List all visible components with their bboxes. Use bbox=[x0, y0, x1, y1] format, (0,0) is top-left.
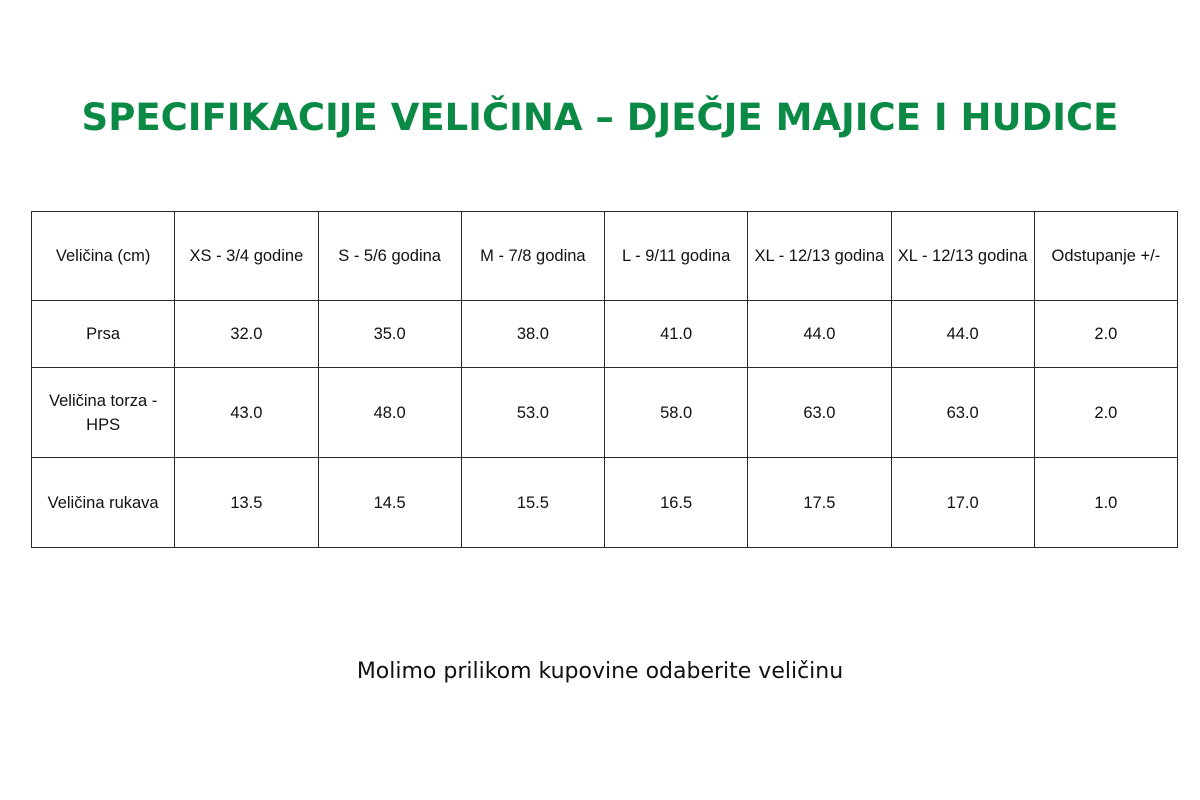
page-title: SPECIFIKACIJE VELIČINA – DJEČJE MAJICE I HUDICE bbox=[81, 96, 1119, 139]
table-row bbox=[32, 368, 1178, 458]
column-header-tolerance: Odstupanje +/- bbox=[1034, 212, 1177, 301]
table-cell: 17.0 bbox=[891, 458, 1034, 548]
table-row bbox=[32, 458, 1178, 548]
table-cell: 63.0 bbox=[748, 368, 891, 458]
table-cell: 53.0 bbox=[461, 368, 604, 458]
table-cell: 2.0 bbox=[1034, 301, 1177, 368]
table-cell: 63.0 bbox=[891, 368, 1034, 458]
row-label: Prsa bbox=[32, 301, 175, 368]
table-row bbox=[32, 301, 1178, 368]
row-label: Veličina torza - HPS bbox=[32, 368, 175, 458]
table-cell: 1.0 bbox=[1034, 458, 1177, 548]
column-header-size-label: Veličina (cm) bbox=[32, 212, 175, 301]
column-header-xl-second: XL - 12/13 godina bbox=[891, 212, 1034, 301]
table-cell: 35.0 bbox=[318, 301, 461, 368]
column-header-xs: XS - 3/4 godine bbox=[175, 212, 318, 301]
table-cell: 41.0 bbox=[605, 301, 748, 368]
table-cell: 43.0 bbox=[175, 368, 318, 458]
table-cell: 17.5 bbox=[748, 458, 891, 548]
table-cell: 58.0 bbox=[605, 368, 748, 458]
row-label: Veličina rukava bbox=[32, 458, 175, 548]
table-cell: 14.5 bbox=[318, 458, 461, 548]
table-cell: 15.5 bbox=[461, 458, 604, 548]
size-specification-table bbox=[31, 211, 1178, 548]
column-header-m: M - 7/8 godina bbox=[461, 212, 604, 301]
table-cell: 32.0 bbox=[175, 301, 318, 368]
table-cell: 48.0 bbox=[318, 368, 461, 458]
table-cell: 44.0 bbox=[891, 301, 1034, 368]
table-cell: 16.5 bbox=[605, 458, 748, 548]
table-cell: 2.0 bbox=[1034, 368, 1177, 458]
column-header-xl: XL - 12/13 godina bbox=[748, 212, 891, 301]
table-cell: 38.0 bbox=[461, 301, 604, 368]
column-header-l: L - 9/11 godina bbox=[605, 212, 748, 301]
footer-note: Molimo prilikom kupovine odaberite veličinu bbox=[356, 659, 844, 684]
table-cell: 13.5 bbox=[175, 458, 318, 548]
table-cell: 44.0 bbox=[748, 301, 891, 368]
column-header-s: S - 5/6 godina bbox=[318, 212, 461, 301]
table-header-row bbox=[32, 212, 1178, 301]
